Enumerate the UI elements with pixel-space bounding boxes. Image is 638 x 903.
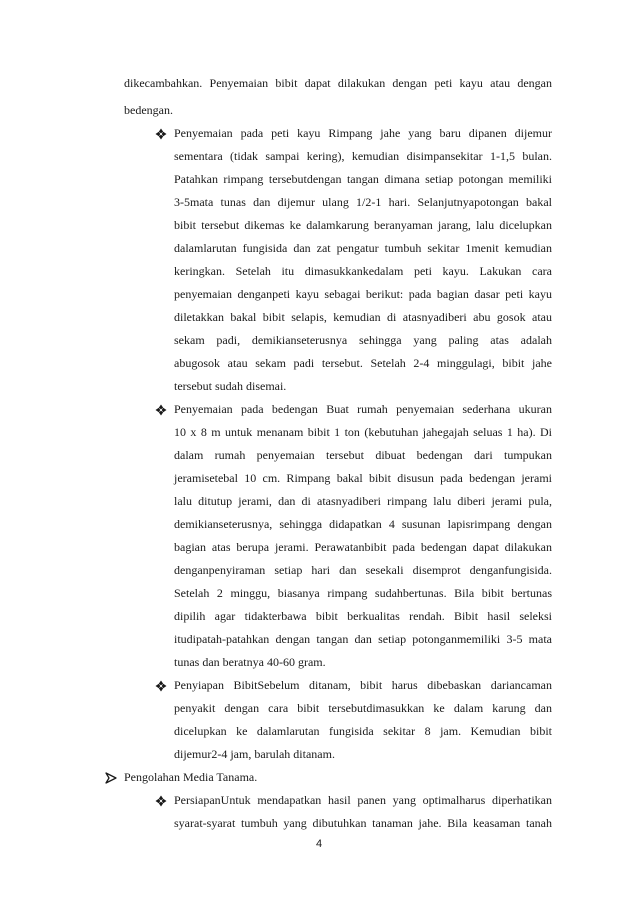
list-item-line: dipilih agar tidakterbawa bibit berkualitas rendah. Bibit hasil seleksi [174, 609, 552, 623]
list-item-line: itudipatah-patahkan dengan tangan dan setiap potonganmemiliki 3-5 mata [174, 632, 552, 646]
list-item-line: Penyiapan BibitSebelum ditanam, bibit harus dibebaskan dariancaman [174, 678, 552, 692]
list-item-line: penyakit dengan cara bibit tersebutdimasukkan ke dalam karung dan [174, 701, 552, 715]
list-item-line: Setelah 2 minggu, biasanya rimpang sudahbertunas. Bila bibit bertunas [174, 586, 552, 600]
page-number: 4 [315, 838, 323, 850]
list-item-line: demikianseterusnya, sehingga didapatkan 4 susunan lapisrimpang dengan [174, 517, 552, 531]
list-item-line: denganpenyiraman setiap hari dan sesekali disemprot denganfungisida. [174, 563, 552, 577]
list-item-line: bibit tersebut dikemas ke dalamkarung beranyaman jarang, lalu dicelupkan [174, 218, 552, 232]
list-item-line: syarat-syarat tumbuh yang dibutuhkan tanaman jahe. Bila keasaman tanah [174, 816, 552, 830]
list-item-line: Penyemaian pada bedengan Buat rumah penyemaian sederhana ukuran [174, 402, 552, 416]
list-item-line: diletakkan bakal bibit selapis, kemudian di atasnyadiberi abu gosok atau [174, 310, 552, 324]
list-item-line: 3-5mata tunas dan dijemur ulang 1/2-1 hari. Selanjutnyapotongan bakal [174, 195, 552, 209]
list-item-line: dalam rumah penyemaian tersebut dibuat bedengan dari tumpukan [174, 448, 552, 462]
list-item-line: jeramisetebal 10 cm. Rimpang bakal bibit disusun pada bedengan jerami [174, 471, 552, 485]
diamond-bullet-icon [155, 128, 167, 140]
paragraph-line: bedengan. [124, 103, 173, 117]
list-item-line: penyemaian denganpeti kayu sebagai berikut: pada bagian dasar peti kayu [174, 287, 552, 301]
list-item-line: sementara (tidak sampai kering), kemudian disimpansekitar 1-1,5 bulan. [174, 149, 552, 163]
paragraph-line: dikecambahkan. Penyemaian bibit dapat dilakukan dengan peti kayu atau dengan [124, 76, 552, 90]
list-item-line: PersiapanUntuk mendapatkan hasil panen yang optimalharus diperhatikan [174, 793, 552, 807]
diamond-bullet-icon [155, 795, 167, 807]
list-item-line: dijemur2-4 jam, barulah ditanam. [174, 747, 335, 761]
list-item-line: bagian atas berupa jerami. Perawatanbibit pada bedengan dapat dilakukan [174, 540, 552, 554]
list-item-line: keringkan. Setelah itu dimasukkankedalam peti kayu. Lakukan cara [174, 264, 552, 278]
diamond-bullet-icon [155, 404, 167, 416]
list-item-line: dicelupkan ke dalamlarutan fungisida sekitar 8 jam. Kemudian bibit [174, 724, 552, 738]
list-item-line: tunas dan beratnya 40-60 gram. [174, 655, 326, 669]
list-item-line: abugosok atau sekam padi tersebut. Setelah 2-4 minggulagi, bibit jahe [174, 356, 552, 370]
list-item-line: lalu ditutup jerami, dan di atasnyadiberi rimpang lalu diberi jerami pula, [174, 494, 552, 508]
list-item-line: dalamlarutan fungisida dan zat pengatur tumbuh sekitar 1menit kemudian [174, 241, 552, 255]
arrow-bullet-icon [105, 772, 117, 784]
list-item-line: sekam padi, demikianseterusnya sehingga yang paling atas adalah [174, 333, 552, 347]
list-item-line: 10 x 8 m untuk menanam bibit 1 ton (kebutuhan jahegajah seluas 1 ha). Di [174, 425, 552, 439]
list-item-line: tersebut sudah disemai. [174, 379, 287, 393]
list-item-line: Patahkan rimpang tersebutdengan tangan dimana setiap potongan memiliki [174, 172, 552, 186]
list-item-line: Penyemaian pada peti kayu Rimpang jahe yang baru dipanen dijemur [174, 126, 552, 140]
section-heading: Pengolahan Media Tanama. [124, 770, 258, 784]
diamond-bullet-icon [155, 680, 167, 692]
